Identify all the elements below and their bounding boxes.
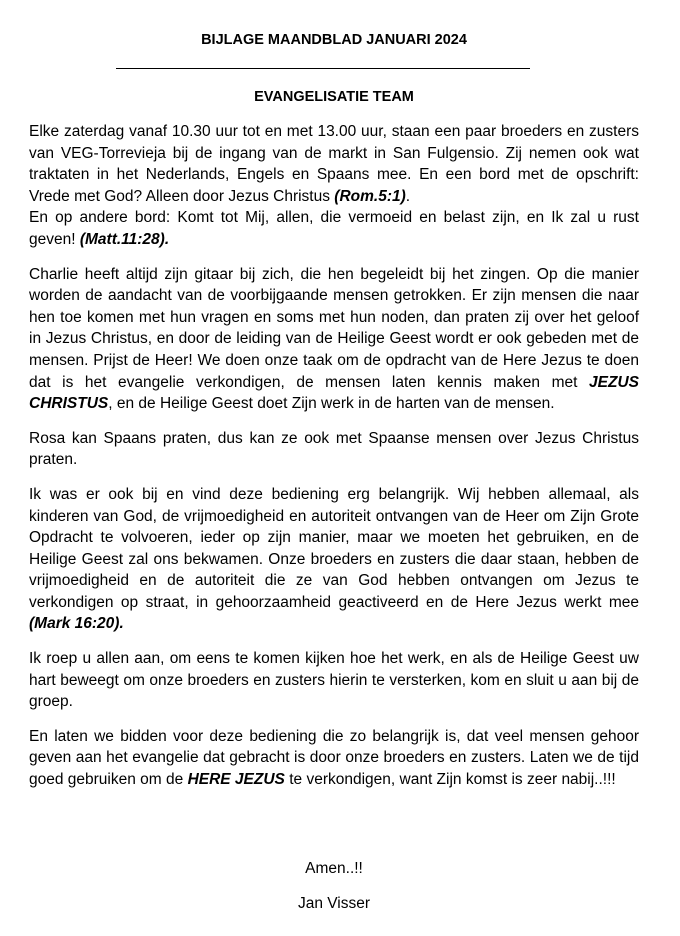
header-divider (116, 68, 530, 69)
section-title: EVANGELISATIE TEAM (254, 89, 414, 105)
paragraph-1 (29, 121, 639, 251)
paragraph-6 (29, 726, 639, 791)
paragraph-6-end: te verkondigen, want Zijn komst is zeer nabij..!!! (284, 771, 616, 789)
paragraph-4-text: Ik was er ook bij en vind deze bediening erg belangrijk. Wij hebben allemaal, als kinderen van God, de vrijmoedigheid en autoriteit ontvangen van de Heer om Zijn Grote Opdracht te volvoeren, ieder op zijn manier, maar we moeten het gebruiken, en de Heilige Geest zal ons bekwamen. Onze broeders en zusters die daar staan, hebben de vrijmoedigheid en de autoriteit die ze van God hebben ontvangen om Jezus te verkondigen op straat, in gehoorzaamheid geactiveerd en de Here Jezus werkt mee (29, 485, 639, 611)
paragraph-4 (29, 484, 639, 635)
paragraph-1-period: . (405, 187, 411, 205)
paragraph-1-second-line: En op andere bord: Komt tot Mij, allen, die vermoeid en belast zijn, en Ik zal u rust geven! (29, 209, 639, 248)
scripture-ref-rom: (Rom.5:1) (334, 187, 406, 205)
scripture-ref-mark: (Mark 16:20). (29, 615, 124, 633)
signature: Jan Visser (297, 895, 371, 912)
paragraph-5: Ik roep u allen aan, om eens te komen kijken hoe het werk, en als de Heilige Geest uw hart beweegt om onze broeders en zusters hierin te versterken, kom en sluit u aan bij de groep. (29, 650, 639, 711)
paragraph-1-text: Elke zaterdag vanaf 10.30 uur tot en met 13.00 uur, staan een paar broeders en zusters van VEG-Torrevieja bij de ingang van de markt in San Fulgensio. Zij nemen ook wat traktaten in het Nederlands, Engels en Spaans mee. En een bord met de opschrift: Vrede met God? Alleen door Jezus Christus (29, 123, 639, 205)
paragraph-2-text: Charlie heeft altijd zijn gitaar bij zich, die hen begeleidt bij het zingen. Op die manier worden de aandacht van de voorbijgaande mensen getrokken. Er zijn mensen die naar hen toe komen met hun vragen en soms met hun noden, dan praten zij over het geloof in Jezus Christus, en door de leiding van de Heilige Geest wordt er ook gebeden met de mensen. Prijst de Heer! We doen onze taak om de opdracht van de Here Jezus te doen dat is het evangelie verkondigen, de mensen laten kennis maken met (29, 265, 639, 391)
scripture-ref-matt: (Matt.11:28). (79, 230, 170, 248)
paragraph-3: Rosa kan Spaans praten, dus kan ze ook met Spaanse mensen over Jezus Christus praten. (29, 429, 639, 469)
paragraph-6-text: En laten we bidden voor deze bediening die zo belangrijk is, dat veel mensen gehoor geven aan het evangelie dat gebracht is door onze broeders en zusters. Laten we de tijd goed gebruiken om de (29, 727, 639, 789)
emphasis-here-jezus: HERE JEZUS (187, 771, 285, 789)
paragraph-2 (29, 264, 639, 415)
paragraph-2-end: , en de Heilige Geest doet Zijn werk in de harten van de mensen. (108, 395, 555, 413)
closing-amen: Amen..!! (305, 860, 363, 877)
article-body (29, 121, 639, 804)
document-header: BIJLAGE MAANDBLAD JANUARI 2024 (201, 32, 467, 48)
emphasis-jezus-christus: JEZUS CHRISTUS (29, 373, 639, 413)
